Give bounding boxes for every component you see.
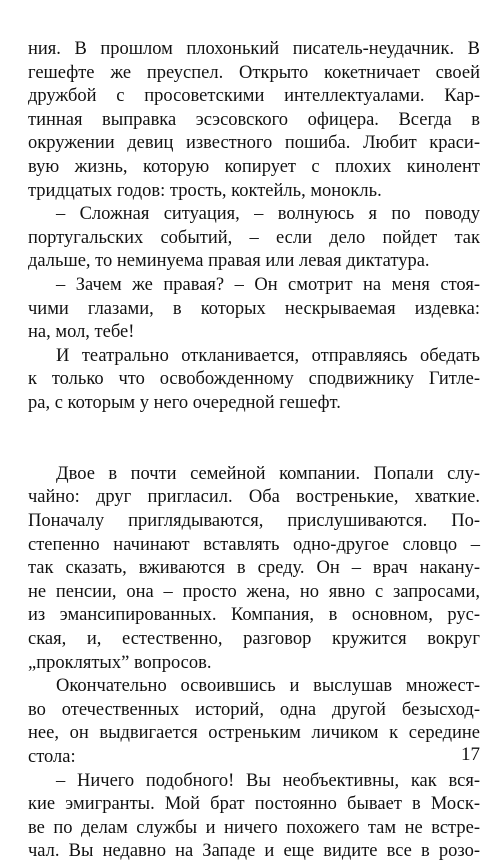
text-line: – Ничего подобного! Вы необъективны, как вся- <box>56 770 480 791</box>
text-line: И театрально откланивается, отправляясь обедать <box>56 345 480 366</box>
text-line: чал. Вы недавно на Западе и еще видите все в розо- <box>28 841 480 862</box>
text-line: – Зачем же правая? – Он смотрит на меня стоя- <box>56 275 480 295</box>
text-line: из эмансипированных. Компания, в основном, рус- <box>28 605 480 626</box>
text-line: кие эмигранты. Мой брат постоянно бывает в Моск- <box>28 794 480 815</box>
text-line: ве по делам службы и ничего похожего там не встре- <box>28 817 480 838</box>
text-line: во отечественных историй, одна другой безысход- <box>28 699 480 720</box>
text-line: к только что освобожденному сподвижнику Гитле- <box>28 369 480 390</box>
text-line: ния. В прошлом плохонький писатель-неудачник. В <box>28 39 480 59</box>
text-line: степенно начинают вставлять одно-другое словцо – <box>28 534 480 555</box>
text-line: окружении девиц известного пошиба. Любит краси- <box>28 133 480 154</box>
text-line: португальских событий, – если дело пойдет так <box>28 227 480 248</box>
text-line: дальше, то неминуема правая или левая диктатура. <box>28 251 430 272</box>
text-line: чайно: друг пригласил. Оба востренькие, хваткие. <box>28 487 480 508</box>
page-content <box>28 0 480 862</box>
text-line: гешефте же преуспел. Открыто кокетничает своей <box>28 62 480 83</box>
text-line: Двое в почти семейной компании. Попали слу- <box>56 463 480 484</box>
text-line: „проклятых” вопросов. <box>28 652 212 673</box>
text-line: чими глазами, в которых нескрываемая издевка: <box>28 298 480 319</box>
text-line: ра, с которым у него очередной гешефт. <box>28 393 341 413</box>
text-line: тридцатых годов: трость, коктейль, монокль. <box>28 180 382 201</box>
text-line: нее, он выдвигается остреньким личиком к середине <box>28 723 480 744</box>
text-line: вую жизнь, которую копирует с плохих кинолент <box>28 157 480 177</box>
text-line: тинная выправка эсэсовского офицера. Всегда в <box>28 109 480 130</box>
text-line: дружбой с просоветскими интеллектуалами. Кар- <box>28 86 480 107</box>
page-number: 17 <box>461 744 480 765</box>
text-line: Окончательно освоившись и выслушав множест- <box>56 676 480 697</box>
text-line: не пенсии, она – просто жена, но явно с запросами, <box>28 581 480 602</box>
text-line: на, мол, тебе! <box>28 322 135 343</box>
text-line: стола: <box>28 747 76 767</box>
text-line: Поначалу приглядываются, прислушиваются. По- <box>28 511 480 531</box>
text-line: так сказать, вживаются в среду. Он – врач накану- <box>28 558 480 579</box>
text-line: – Сложная ситуация, – волнуюсь я по поводу <box>56 204 480 225</box>
text-line: ская, и, естественно, разговор кружится вокруг <box>28 629 480 649</box>
